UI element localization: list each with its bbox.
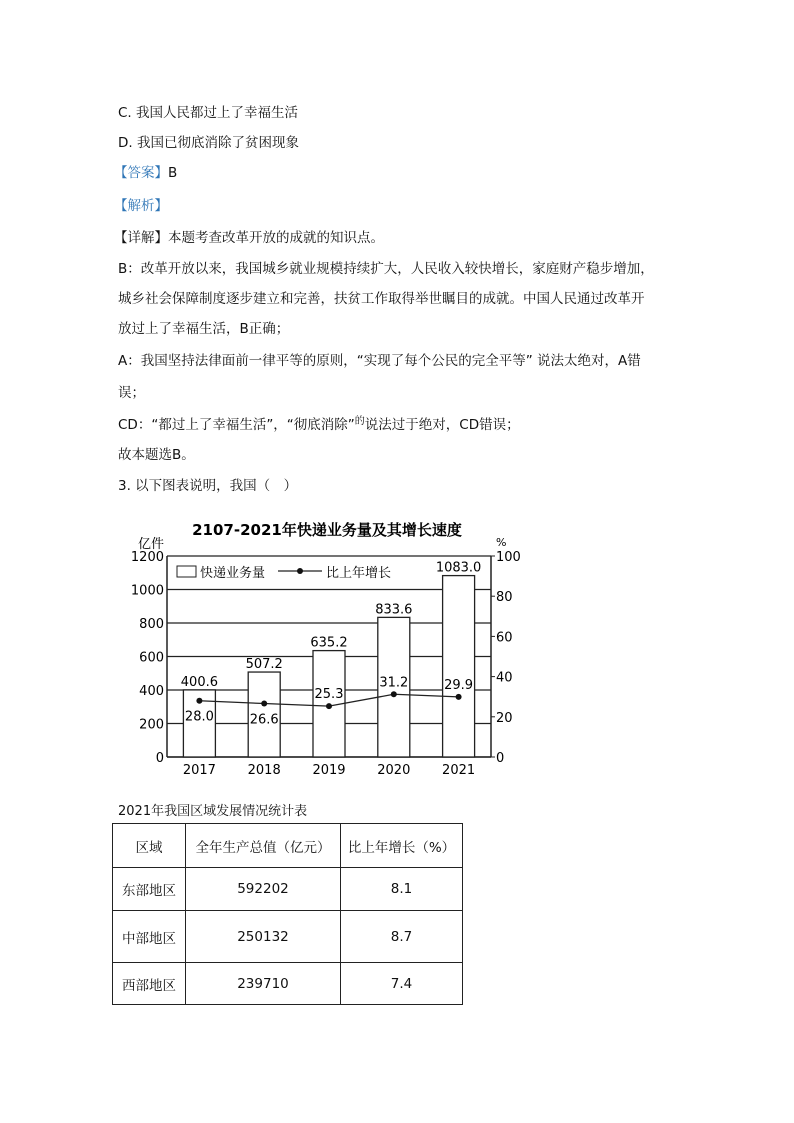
cell: 8.1 [341, 868, 463, 911]
header-cell: 区域 [113, 824, 186, 868]
y2-axis-label: % [496, 536, 507, 549]
detail-line: 【详解】本题考查改革开放的成就的知识点。 [114, 230, 384, 246]
cell: 东部地区 [113, 868, 186, 911]
y-axis-label: 亿件 [138, 537, 165, 552]
growth-value-label: 26.6 [249, 712, 279, 728]
y-tick-label: 0 [155, 751, 164, 766]
bar-value-label: 635.2 [310, 635, 348, 651]
y2-tick-label: 80 [496, 590, 513, 606]
express-chart [110, 510, 521, 780]
answer-label: 【答案】 [114, 165, 168, 181]
b-line-2: 城乡社会保障制度逐步建立和完善，扶贫工作取得举世瞩目的成就。中国人民通过改革开 [118, 291, 645, 307]
y2-tick-label: 0 [496, 751, 505, 766]
cell: 8.7 [341, 911, 463, 963]
cell: 250132 [186, 911, 341, 963]
header-cell: 比上年增长（%） [341, 824, 463, 868]
cd-line [118, 417, 520, 435]
x-tick-label: 2021 [442, 763, 476, 778]
option-c: C. 我国人民都过上了幸福生活 [118, 105, 299, 121]
x-tick-label: 2019 [312, 763, 346, 778]
table-caption: 2021年我国区域发展情况统计表 [118, 804, 308, 819]
growth-value-label: 31.2 [379, 675, 409, 691]
growth-value-label: 29.9 [444, 677, 474, 693]
legend-bar-swatch [177, 566, 196, 577]
growth-point [391, 691, 397, 697]
y-tick-label: 400 [139, 684, 164, 699]
y2-tick-label: 40 [496, 670, 513, 686]
bar [443, 576, 475, 757]
cd-line-b: 说法过于绝对，CD错误； [364, 417, 520, 433]
answer [114, 165, 177, 181]
region-table [112, 823, 463, 1005]
y2-tick-label: 20 [496, 710, 513, 726]
question-3: 3. 以下图表说明，我国（ ） [118, 478, 298, 494]
cell: 西部地区 [113, 963, 186, 1005]
growth-point [326, 703, 332, 709]
growth-point [456, 694, 462, 700]
growth-point [196, 698, 202, 704]
y2-tick-label: 60 [496, 630, 513, 646]
cell: 中部地区 [113, 911, 186, 963]
analysis-label: 【解析】 [114, 198, 168, 214]
legend-bar-label: 快递业务量 [200, 566, 266, 581]
growth-point [261, 701, 267, 707]
y-tick-label: 1000 [130, 583, 164, 599]
bar-value-label: 507.2 [245, 657, 283, 673]
a-line-1: A：我国坚持法律面前一律平等的原则，“实现了每个公民的完全平等” 说法太绝对，A错 [118, 353, 641, 369]
cell: 7.4 [341, 963, 463, 1005]
b-line-3: 放过上了幸福生活，B正确； [118, 321, 290, 337]
header-cell: 全年生产总值（亿元） [186, 824, 341, 868]
growth-value-label: 25.3 [314, 687, 344, 703]
x-tick-label: 2020 [377, 763, 411, 778]
table-row [113, 868, 463, 911]
y2-tick-label: 100 [496, 550, 521, 565]
bar-value-label: 1083.0 [435, 560, 482, 576]
y-tick-label: 800 [139, 617, 164, 632]
answer-value: B [168, 165, 178, 181]
x-tick-label: 2017 [182, 763, 216, 778]
legend-line-marker [297, 568, 303, 574]
bar-value-label: 400.6 [180, 674, 219, 690]
growth-value-label: 28.0 [184, 709, 214, 725]
cell: 592202 [186, 868, 341, 911]
y-tick-label: 600 [139, 650, 164, 666]
a-line-2: 误； [118, 385, 145, 401]
conclusion: 故本题选B。 [118, 447, 195, 463]
table-row [113, 911, 463, 963]
cell: 239710 [186, 963, 341, 1005]
cd-sup: 的 [354, 416, 365, 427]
y-tick-label: 1200 [130, 550, 164, 565]
x-tick-label: 2018 [247, 763, 281, 778]
table-row [113, 963, 463, 1005]
y-tick-label: 200 [139, 717, 164, 733]
b-line-1: B：改革开放以来，我国城乡就业规模持续扩大，人民收入较快增长，家庭财产稳步增加， [118, 261, 654, 277]
cd-line-a: CD：“都过上了幸福生活”，“彻底消除” [118, 417, 355, 433]
chart-title: 2107-2021年快递业务量及其增长速度 [192, 521, 462, 539]
table-header-row [113, 824, 463, 868]
bar-value-label: 833.6 [375, 602, 413, 618]
option-d: D. 我国已彻底消除了贫困现象 [118, 135, 299, 151]
legend-line-label: 比上年增长 [326, 566, 392, 581]
